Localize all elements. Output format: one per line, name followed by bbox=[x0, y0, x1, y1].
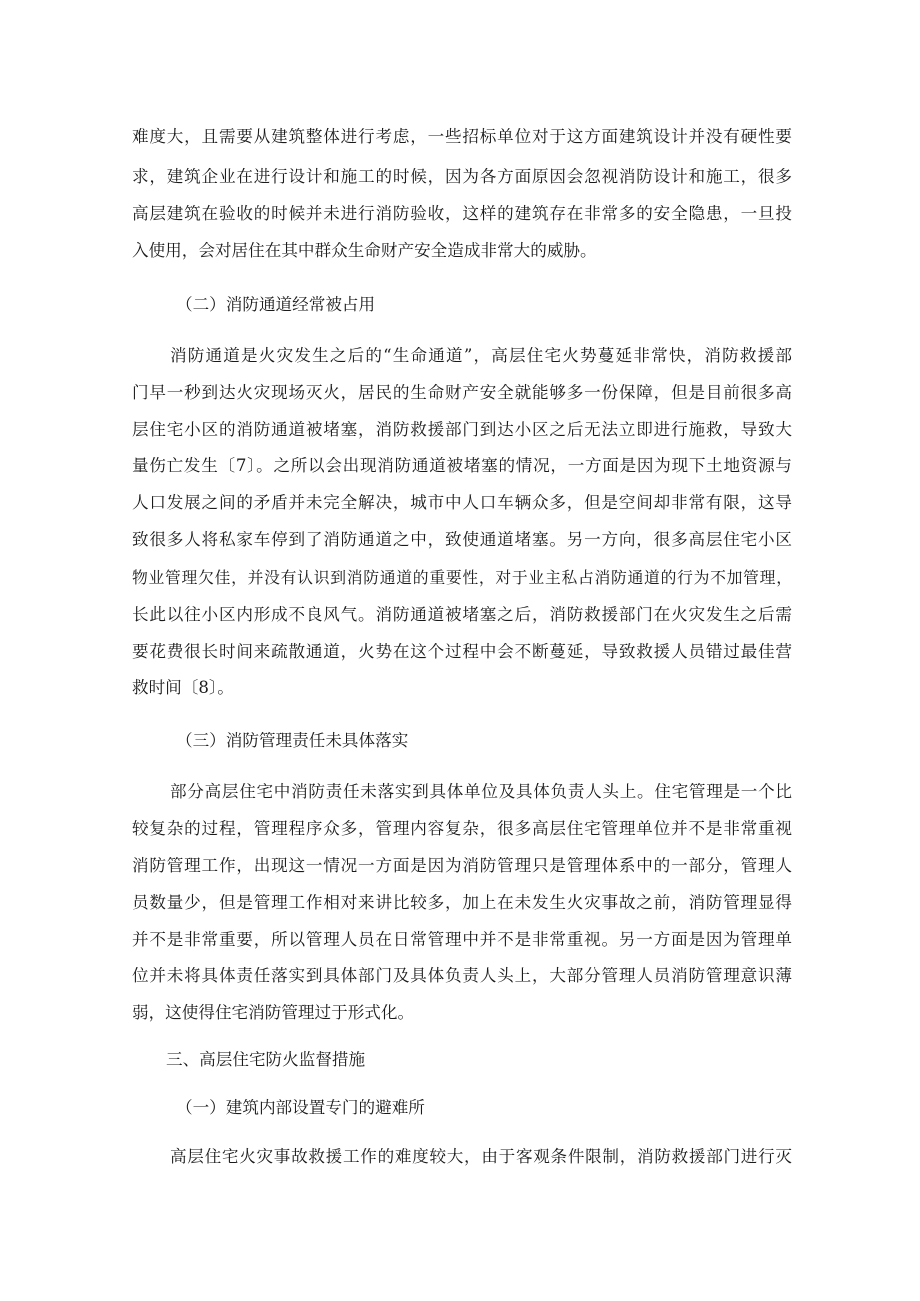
paragraph-3-line-1: 部分高层住宅中消防责任未落实到具体单位及具体负责人头上。住宅管理是一个比 bbox=[170, 782, 792, 801]
paragraph-4-line-1: 高层住宅火灾事故救援工作的难度较大，由于客观条件限制，消防救援部门进行灭 bbox=[170, 1147, 792, 1166]
paragraph-2-line-9: 要花费很长时间来疏散通道，火势在这个过程中会不断蔓延，导致救援人员错过最佳营 bbox=[132, 642, 792, 661]
paragraph-2-line-4: 量伤亡发生〔7〕。之所以会出现消防通道被堵塞的情况，一方面是因为现下土地资源与 bbox=[132, 456, 792, 475]
paragraph-2-line-10: 救时间〔8〕。 bbox=[132, 678, 234, 697]
paragraph-2-line-3: 层住宅小区的消防通道被堵塞，消防救援部门到达小区之后无法立即进行施救，导致大 bbox=[132, 420, 792, 439]
paragraph-3-line-2: 较复杂的过程，管理程序众多，管理内容复杂，很多高层住宅管理单位并不是非常重视 bbox=[132, 819, 792, 838]
paragraph-1-line-1: 难度大，且需要从建筑整体进行考虑，一些招标单位对于这方面建筑设计并没有硬性要 bbox=[132, 127, 792, 146]
paragraph-3-line-4: 员数量少，但是管理工作相对来讲比较多，加上在未发生火灾事故之前，消防管理显得 bbox=[132, 893, 792, 912]
paragraph-1-line-2: 求，建筑企业在进行设计和施工的时候，因为各方面原因会忽视消防设计和施工，很多 bbox=[132, 167, 792, 186]
paragraph-3-line-6: 位并未将具体责任落实到具体部门及具体负责人头上，大部分管理人员消防管理意识薄 bbox=[132, 966, 792, 985]
paragraph-2-line-5: 人口发展之间的矛盾并未完全解决，城市中人口车辆众多，但是空间却非常有限，这导 bbox=[132, 493, 792, 512]
paragraph-1-line-3: 高层建筑在验收的时候并未进行消防验收，这样的建筑存在非常多的安全隐患，一旦投 bbox=[132, 204, 792, 223]
heading-fire-passage-occupied: （二）消防通道经常被占用 bbox=[176, 295, 376, 314]
section-heading-fire-supervision: 三、高层住宅防火监督措施 bbox=[166, 1050, 366, 1069]
heading-management-responsibility: （三）消防管理责任未具体落实 bbox=[176, 731, 409, 750]
paragraph-2-line-8: 长此以往小区内形成不良风气。消防通道被堵塞之后，消防救援部门在火灾发生之后需 bbox=[132, 605, 792, 624]
heading-refuge-area: （一）建筑内部设置专门的避难所 bbox=[176, 1098, 425, 1117]
paragraph-3-line-7: 弱，这使得住宅消防管理过于形式化。 bbox=[132, 1003, 415, 1022]
paragraph-3-line-3: 消防管理工作，出现这一情况一方面是因为消防管理只是管理体系中的一部分，管理人 bbox=[132, 856, 792, 875]
paragraph-2-line-6: 致很多人将私家车停到了消防通道之中，致使通道堵塞。另一方向，很多高层住宅小区 bbox=[132, 530, 792, 549]
paragraph-1-line-4: 入使用，会对居住在其中群众生命财产安全造成非常大的威胁。 bbox=[132, 241, 597, 260]
paragraph-2-line-7: 物业管理欠佳，并没有认识到消防通道的重要性，对于业主私占消防通道的行为不加管理， bbox=[132, 568, 792, 587]
paragraph-3-line-5: 并不是非常重要，所以管理人员在日常管理中并不是非常重视。另一方面是因为管理单 bbox=[132, 930, 792, 949]
paragraph-2-line-1: 消防通道是火灾发生之后的“生命通道”，高层住宅火势蔓延非常快，消防救援部 bbox=[170, 346, 792, 365]
paragraph-2-line-2: 门早一秒到达火灾现场灭火，居民的生命财产安全就能够多一份保障，但是目前很多高 bbox=[132, 383, 792, 402]
